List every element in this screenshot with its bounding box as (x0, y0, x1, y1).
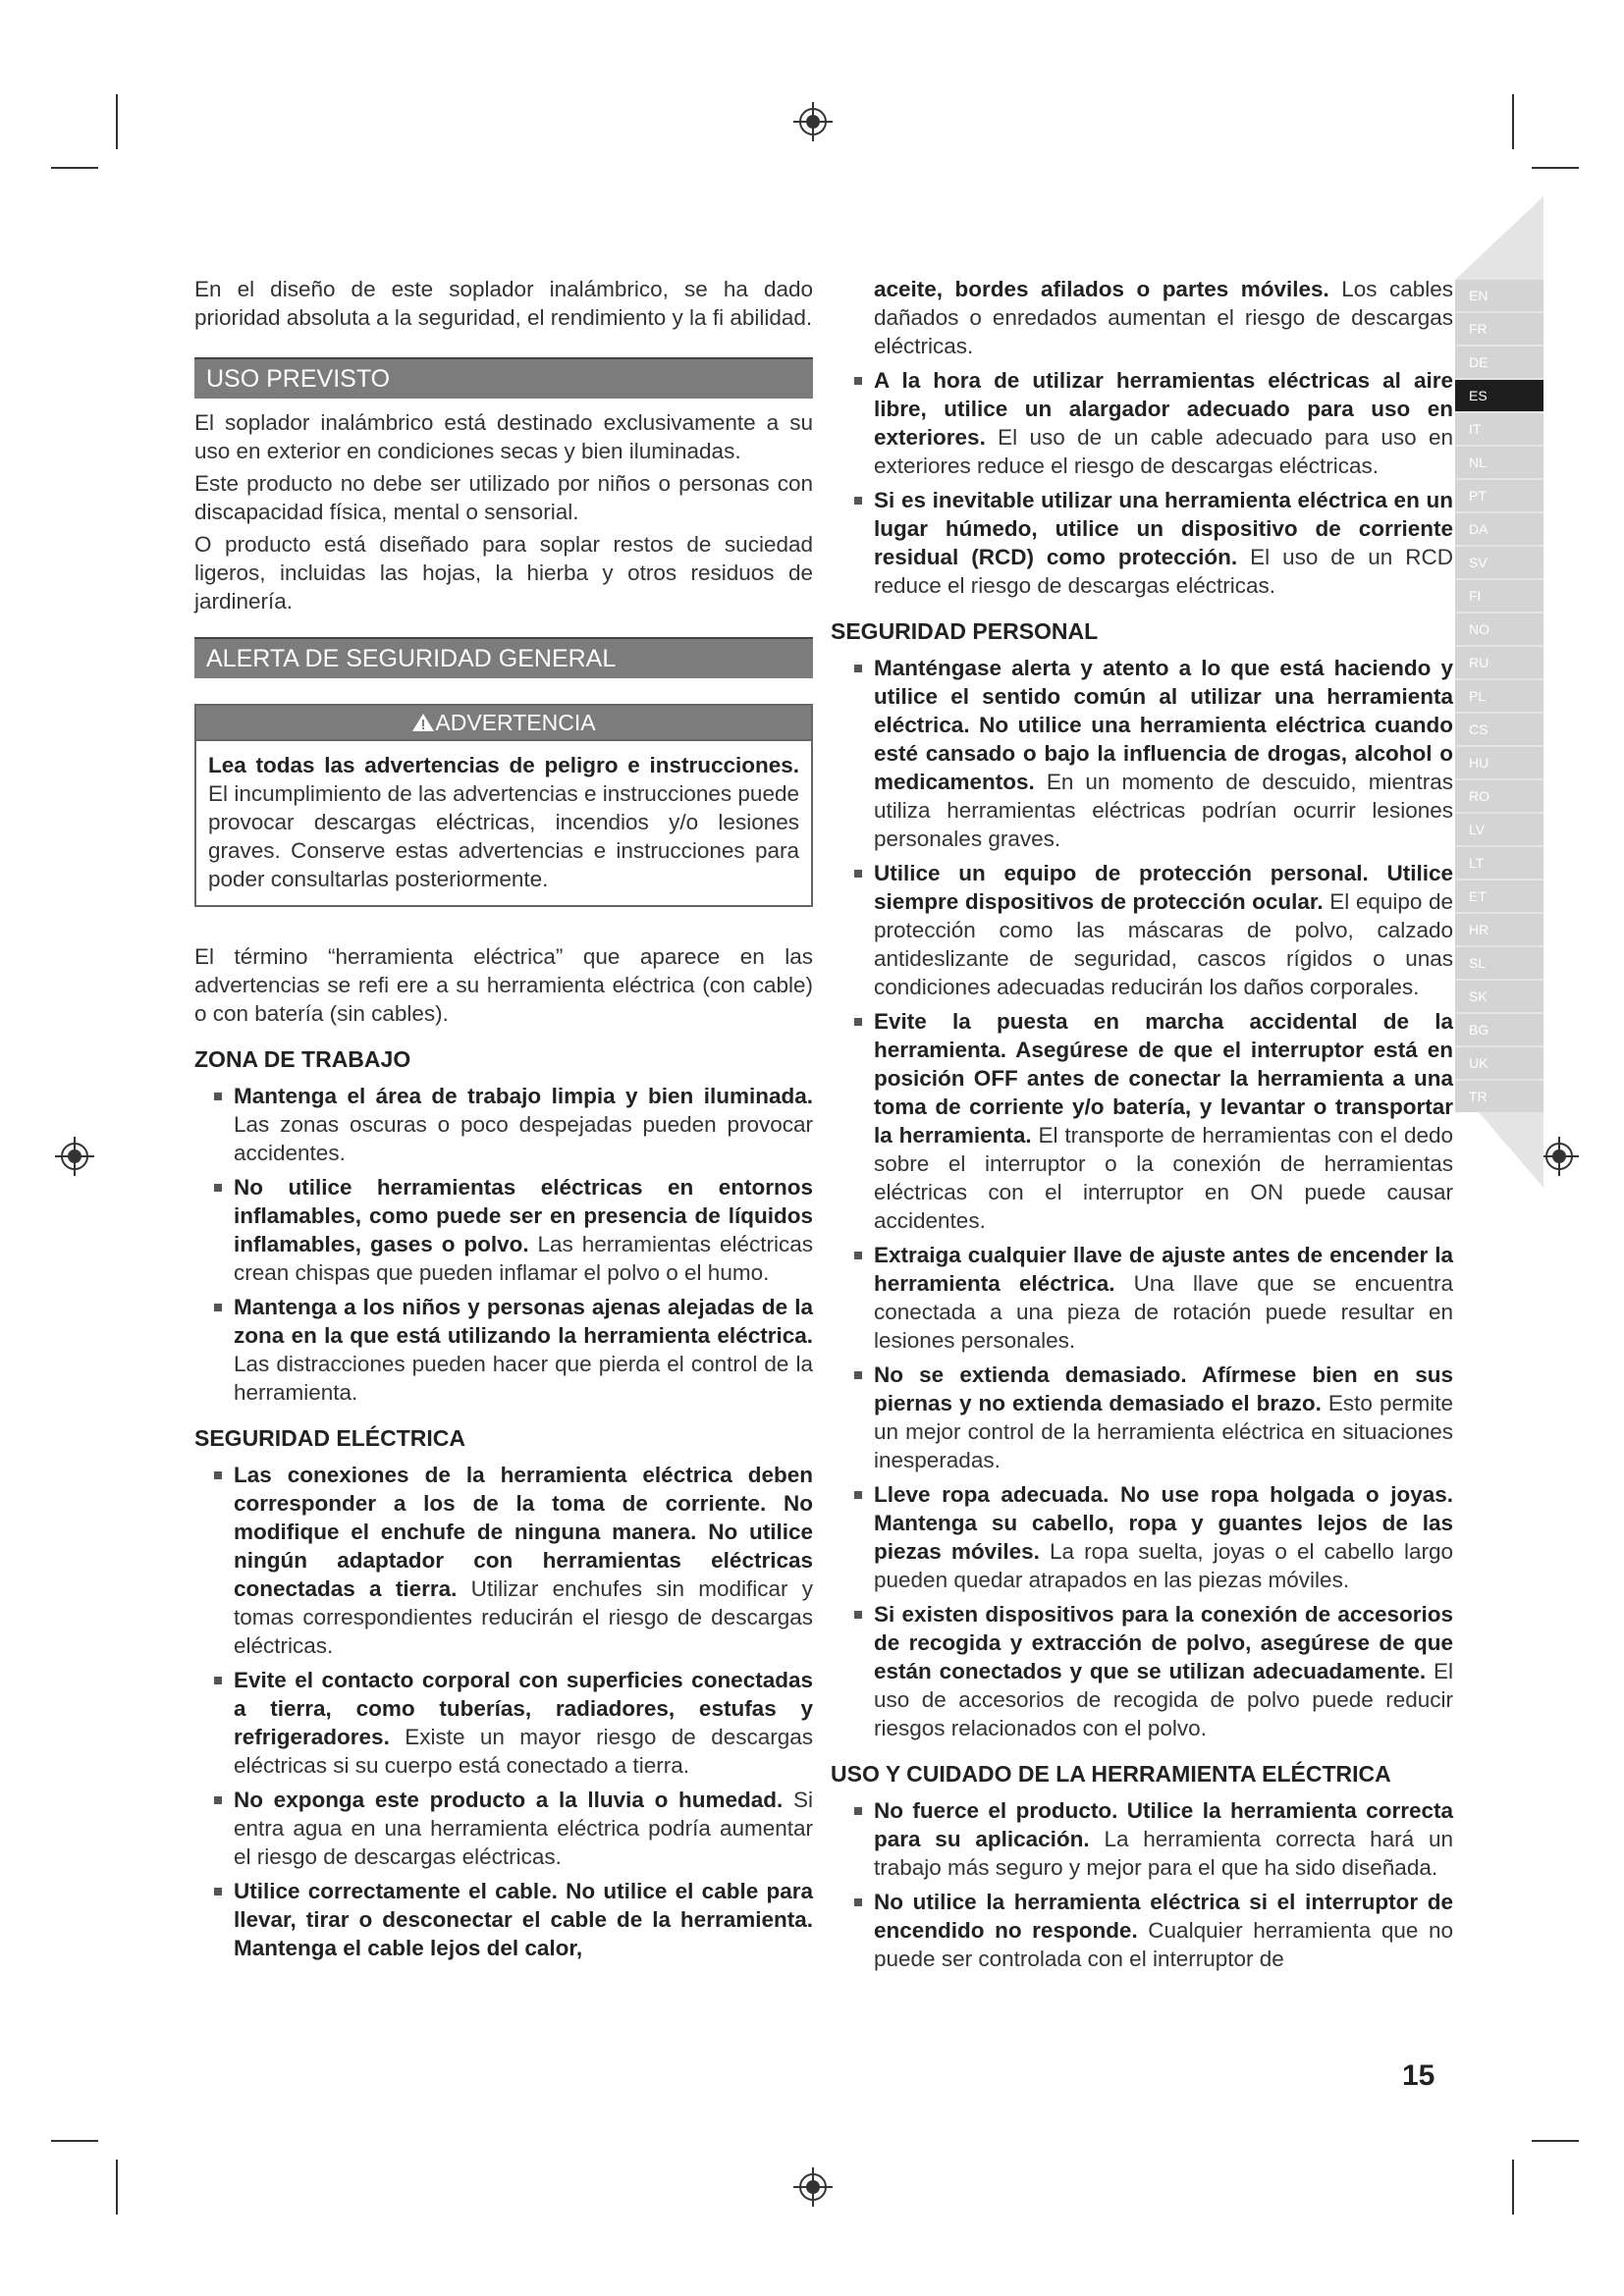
zona-list (194, 1082, 813, 1407)
warning-box (194, 704, 813, 907)
language-tab-sv: SV (1455, 547, 1543, 578)
warning-body (196, 741, 811, 905)
electrica-list-continued (835, 275, 1453, 600)
language-tabs (1455, 280, 1543, 1114)
warning-bold: Lea todas las advertencias de peligro e instrucciones. (208, 753, 799, 777)
heading-seguridad-personal: SEGURIDAD PERSONAL (831, 618, 1099, 644)
list-item: aceite, bordes afilados o partes móviles. Los cables dañados o enredados aumentan el riesgo de descargas eléctricas. (874, 277, 1453, 358)
language-tab-sk: SK (1455, 981, 1543, 1012)
registration-mark-icon (793, 102, 833, 141)
crop-mark (1532, 2140, 1579, 2142)
language-tab-it: IT (1455, 413, 1543, 445)
language-tab-ro: RO (1455, 780, 1543, 812)
list-item: A la hora de utilizar herramientas eléctricas al aire libre, utilice un alargador adecuado para uso en exteriores. El uso de un cable adecuado para uso en exteriores reduce el riesgo de descargas eléctricas. (835, 366, 1453, 480)
language-tab-hr: HR (1455, 914, 1543, 945)
language-tab-uk: UK (1455, 1047, 1543, 1079)
language-tab-pl: PL (1455, 680, 1543, 712)
language-tab-nl: NL (1455, 447, 1543, 478)
language-tab-lt: LT (1455, 847, 1543, 879)
registration-mark-icon (793, 2167, 833, 2207)
list-item: Las conexiones de la herramienta eléctrica deben corresponder a los de la toma de corriente. No modifique el enchufe de ninguna manera. No utilice ningún adaptador con herramientas eléctricas conectadas a tierra. Utilizar enchufes sin modificar y tomas correspondientes reducirán el riesgo de descargas eléctricas. (194, 1461, 813, 1660)
list-item: Extraiga cualquier llave de ajuste antes de encender la herramienta eléctrica. Una llave que se encuentra conectada a una pieza de rotación puede resultar en lesiones personales. (835, 1241, 1453, 1355)
language-tab-de: DE (1455, 347, 1543, 378)
intro-paragraph: En el diseño de este soplador inalámbrico, se ha dado prioridad absoluta a la seguridad, el rendimiento y la fi abilidad. (194, 277, 813, 330)
language-tab-en: EN (1455, 280, 1543, 311)
list-item: Mantenga el área de trabajo limpia y bien iluminada. Las zonas oscuras o poco despejadas pueden provocar accidentes. (194, 1082, 813, 1167)
language-tab-cs: CS (1455, 714, 1543, 745)
list-item: Si existen dispositivos para la conexión de accesorios de recogida y extracción de polvo, asegúrese de que están conectados y que se utilizan adecuadamente. El uso de accesorios de recogida de polvo puede reducir riesgos relacionados con el polvo. (835, 1600, 1453, 1742)
language-tab-sl: SL (1455, 947, 1543, 979)
list-item: No utilice herramientas eléctricas en entornos inflamables, como puede ser en presencia de líquidos inflamables, gases o polvo. Las herramientas eléctricas crean chispas que pueden inflamar el polvo o el humo. (194, 1173, 813, 1287)
language-tab-pt: PT (1455, 480, 1543, 511)
registration-mark-icon (55, 1137, 94, 1176)
list-item: No utilice la herramienta eléctrica si el interruptor de encendido no responde. Cualquier herramienta que no puede ser controlada con el interruptor de (835, 1888, 1453, 1973)
section-uso-previsto: USO PREVISTO (194, 357, 813, 399)
warning-title: ADVERTENCIA (435, 710, 596, 735)
language-tab-no: NO (1455, 614, 1543, 645)
list-item: No fuerce el producto. Utilice la herramienta correcta para su aplicación. La herramienta correcta hará un trabajo más seguro y mejor para el que ha sido diseñada. (835, 1796, 1453, 1882)
language-tab-bg: BG (1455, 1014, 1543, 1045)
uso-cuidado-list (835, 1796, 1453, 1973)
language-tab-fr: FR (1455, 313, 1543, 345)
list-item: Evite la puesta en marcha accidental de la herramienta. Asegúrese de que el interruptor está en posición OFF antes de conectar la herramienta a una toma de corriente y/o batería, y levantar o transportar la herramienta. El transporte de herramientas con el dedo sobre el interruptor o la conexión de herramientas eléctricas con el interruptor en ON puede causar accidentes. (835, 1007, 1453, 1235)
warning-triangle-icon (411, 713, 435, 732)
registration-mark-icon (1540, 1137, 1579, 1176)
list-item: Si es inevitable utilizar una herramienta eléctrica en un lugar húmedo, utilice un dispositivo de corriente residual (RCD) como protección. El uso de un RCD reduce el riesgo de descargas eléctricas. (835, 486, 1453, 600)
language-tab-tr: TR (1455, 1081, 1543, 1112)
termino-paragraph: El término “herramienta eléctrica” que aparece en las advertencias se refi ere a su herramienta eléctrica (con cable) o con batería (sin cables). (194, 944, 813, 1026)
right-column (831, 275, 1454, 1979)
crop-mark (51, 2140, 98, 2142)
language-tab-da: DA (1455, 513, 1543, 545)
uso-previsto-p3: O producto está diseñado para soplar restos de suciedad ligeros, incluidas las hojas, la hierba y otros residuos de jardinería. (194, 532, 813, 614)
crop-mark (1512, 94, 1514, 149)
language-tab-hu: HU (1455, 747, 1543, 778)
heading-seguridad-electrica: SEGURIDAD ELÉCTRICA (194, 1425, 466, 1451)
heading-uso-cuidado: USO Y CUIDADO DE LA HERRAMIENTA ELÉCTRICA (831, 1761, 1391, 1787)
warning-text: El incumplimiento de las advertencias e instrucciones puede provocar descargas eléctricas, incendios y/o lesiones graves. Conserve estas advertencias e instrucciones para poder consultarlas posteriormente. (208, 781, 799, 891)
language-tab-ru: RU (1455, 647, 1543, 678)
list-item: No se extienda demasiado. Afírmese bien en sus piernas y no extienda demasiado el brazo. Esto permite un mejor control de la herramienta eléctrica en situaciones inesperadas. (835, 1361, 1453, 1474)
list-item: Mantenga a los niños y personas ajenas alejadas de la zona en la que está utilizando la herramienta eléctrica. Las distracciones pueden hacer que pierda el control de la herramienta. (194, 1293, 813, 1407)
list-item: No exponga este producto a la lluvia o humedad. Si entra agua en una herramienta eléctrica podría aumentar el riesgo de descargas eléctricas. (194, 1786, 813, 1871)
crop-mark (116, 94, 118, 149)
language-tab-et: ET (1455, 881, 1543, 912)
crop-mark (1532, 167, 1579, 169)
language-tab-lv: LV (1455, 814, 1543, 845)
personal-list (835, 654, 1453, 1742)
list-item: Utilice correctamente el cable. No utilice el cable para llevar, tirar o desconectar el cable de la herramienta. Mantenga el cable lejos del calor, (194, 1877, 813, 1962)
crop-mark (51, 167, 98, 169)
language-tab-fi: FI (1455, 580, 1543, 612)
list-item: Evite el contacto corporal con superficies conectadas a tierra, como tuberías, radiadores, estufas y refrigeradores. Existe un mayor riesgo de descargas eléctricas si su cuerpo está conectado a tierra. (194, 1666, 813, 1780)
list-item: Lleve ropa adecuada. No use ropa holgada o joyas. Mantenga su cabello, ropa y guantes lejos de las piezas móviles. La ropa suelta, joyas o el cabello largo pueden quedar atrapados en las piezas móviles. (835, 1480, 1453, 1594)
crop-mark (116, 2160, 118, 2215)
section-alerta: ALERTA DE SEGURIDAD GENERAL (194, 637, 813, 678)
language-tab-es: ES (1455, 380, 1543, 411)
left-column (194, 275, 813, 1968)
uso-previsto-p1: El soplador inalámbrico está destinado exclusivamente a su uso en exterior en condiciones secas y bien iluminadas. (194, 410, 813, 463)
list-item: Utilice un equipo de protección personal. Utilice siempre dispositivos de protección ocular. El equipo de protección como las máscaras de polvo, calzado antideslizante de seguridad, cascos rígidos o unas condiciones adecuadas reducirán los daños corporales. (835, 859, 1453, 1001)
uso-previsto-p2: Este producto no debe ser utilizado por niños o personas con discapacidad física, mental o sensorial. (194, 471, 813, 524)
warning-header (196, 706, 811, 741)
list-item: Manténgase alerta y atento a lo que está haciendo y utilice el sentido común al utilizar una herramienta eléctrica. No utilice una herramienta eléctrica cuando esté cansado o bajo la influencia de drogas, alcohol o medicamentos. En un momento de descuido, mientras utiliza herramientas eléctricas podrían ocurrir lesiones personales graves. (835, 654, 1453, 853)
electrica-list (194, 1461, 813, 1962)
page-number: 15 (1402, 2059, 1435, 2092)
heading-zona-trabajo: ZONA DE TRABAJO (194, 1046, 411, 1072)
crop-mark (1512, 2160, 1514, 2215)
